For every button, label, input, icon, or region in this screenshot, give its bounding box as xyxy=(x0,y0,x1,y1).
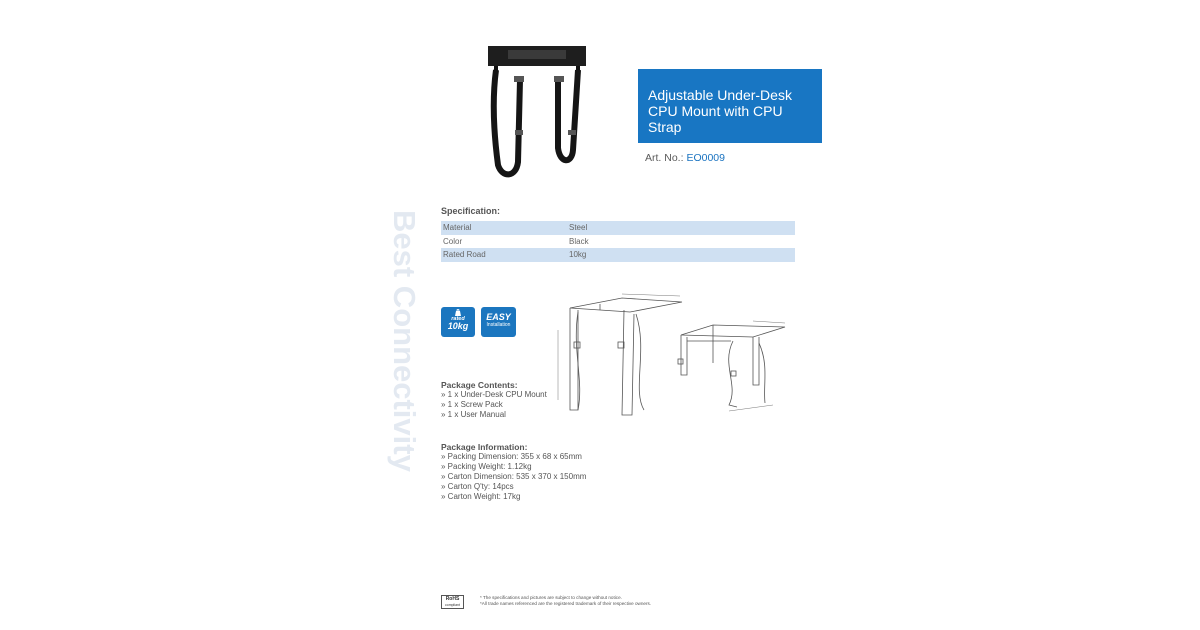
spec-value: Steel xyxy=(567,221,795,235)
table-row xyxy=(441,248,795,262)
spec-value: Black xyxy=(569,236,589,246)
product-title: Adjustable Under-Desk CPU Mount with CPU Strap xyxy=(648,87,792,135)
package-contents-heading: Package Contents: xyxy=(441,380,518,390)
rohs-logo xyxy=(441,595,464,609)
easy-badge-top: EASY xyxy=(486,312,511,322)
rated-badge-bottom: 10kg xyxy=(447,321,469,331)
list-item: » Carton Weight: 17kg xyxy=(441,492,521,501)
list-item: » 1 x Under-Desk CPU Mount xyxy=(441,390,547,399)
list-item: » Carton Q'ty: 14pcs xyxy=(441,482,514,491)
disclaimer-line: * The specifications and pictures are subject to change without notice. xyxy=(480,595,622,600)
product-photo xyxy=(478,40,598,180)
rohs-logo-top: RoHS xyxy=(445,596,460,602)
disclaimer-line: *All trade names referenced are the registered trademark of their respective owners. xyxy=(480,601,652,606)
dimension-diagram-tall xyxy=(552,290,687,420)
rated-load-badge xyxy=(441,307,475,337)
list-item: » Carton Dimension: 535 x 370 x 150mm xyxy=(441,472,587,481)
package-contents-list xyxy=(441,390,547,420)
specification-heading: Specification: xyxy=(441,206,501,216)
watermark xyxy=(372,206,432,576)
list-item: » Packing Weight: 1.12kg xyxy=(441,462,532,471)
dimension-diagram-wide xyxy=(673,315,793,415)
package-information-heading: Package Information: xyxy=(441,442,528,452)
watermark-text: Best Connectivity xyxy=(387,210,422,472)
table-row xyxy=(441,221,795,235)
specification-table xyxy=(441,221,795,262)
article-number-label: Art. No.: xyxy=(645,152,687,164)
list-item: » 1 x User Manual xyxy=(441,410,506,419)
disclaimer xyxy=(480,595,651,607)
easy-installation-badge xyxy=(481,307,516,337)
spec-key: Color xyxy=(443,236,463,246)
article-number-code: EO0009 xyxy=(686,152,725,164)
package-information-list xyxy=(441,452,586,502)
rated-badge-top: rated xyxy=(451,316,465,322)
easy-badge-bottom: Installation xyxy=(486,322,511,328)
spec-key: Material xyxy=(441,221,567,235)
weight-icon xyxy=(453,309,463,316)
list-item: » 1 x Screw Pack xyxy=(441,400,503,409)
table-row xyxy=(441,235,795,249)
spec-key: Rated Road xyxy=(441,248,567,262)
spec-value: 10kg xyxy=(567,248,795,262)
rohs-logo-bottom: compliant xyxy=(445,603,460,607)
article-number xyxy=(645,152,725,164)
list-item: » Packing Dimension: 355 x 68 x 65mm xyxy=(441,452,582,461)
